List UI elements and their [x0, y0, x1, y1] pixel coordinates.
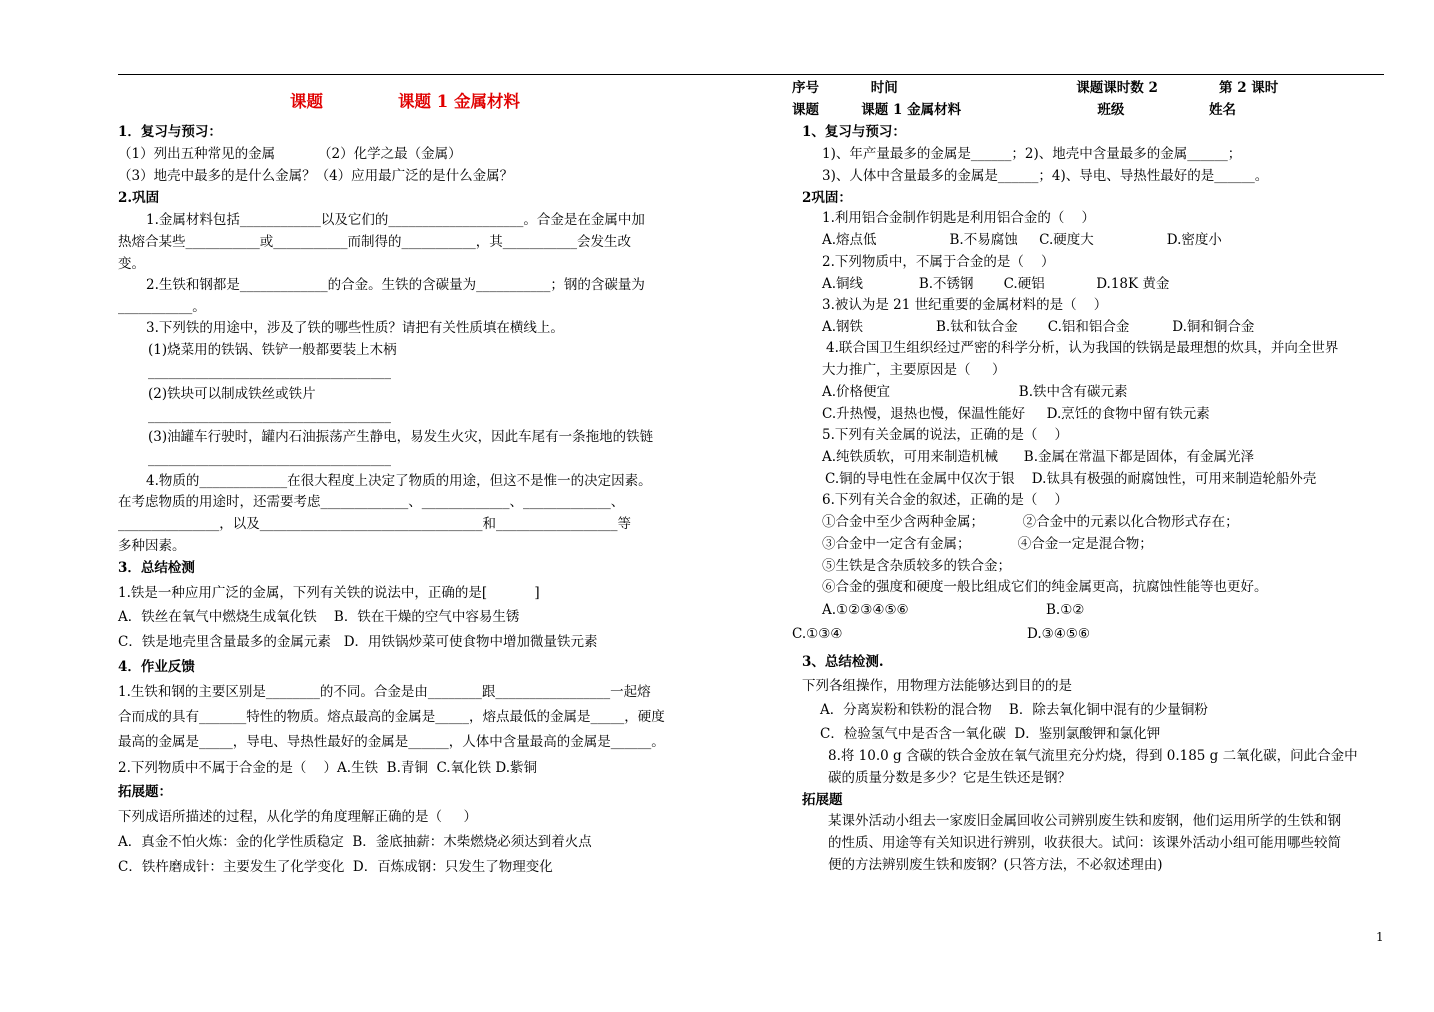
left-text-line: ____________________________________ [148, 364, 391, 380]
left-text-line: ____________________________________ [148, 408, 391, 424]
left-text-line: _______________，以及_________________________________和__________________等 [118, 516, 631, 532]
right-text-line: 1、复习与预习： [802, 124, 906, 140]
right-text-line: C.升热慢，退热也慢，保温性能好 D.烹饪的食物中留有铁元素 [822, 406, 1210, 422]
right-text-line: ①合金中至少含两种金属； ②合金中的元素以化合物形式存在； [822, 514, 1239, 530]
left-text-line: 最高的金属是_____，导电、导热性最好的金属是______，人体中含量最高的金属是______。 [118, 734, 665, 750]
right-text-line: A.①②③④⑤⑥ B.①② [822, 602, 1085, 618]
header-rule [118, 74, 1384, 75]
left-text-line: 2.下列物质中不属于合金的是（ ）A.生铁 B.青铜 C.氧化铁 D.紫铜 [118, 760, 538, 776]
left-text-line: (3)油罐车行驶时，罐内石油振荡产生静电，易发生火灾，因此车尾有一条拖地的铁链 [148, 429, 654, 445]
left-text-line: 2.巩固 [118, 190, 160, 206]
left-text-line: ___________。 [118, 299, 206, 315]
right-text-line: 碳的质量分数是多少？它是生铁还是钢？ [828, 770, 1071, 786]
right-text-line: A.熔点低 B.不易腐蚀 C.硬度大 D.密度小 [822, 232, 1222, 248]
left-text-line: A．真金不怕火炼：金的化学性质稳定 B．釜底抽薪：木柴燃烧必须达到着火点 [118, 834, 592, 850]
left-text-line: 1.铁是一种应用广泛的金属，下列有关铁的说法中，正确的是[ ] [118, 585, 540, 601]
left-text-line: 合而成的具有_______特性的物质。熔点最高的金属是_____，熔点最低的金属是_____，硬度 [118, 709, 665, 725]
right-text-line: 1)、年产量最多的金属是______；2)、地壳中含量最多的金属______； [822, 146, 1242, 162]
page-number: 1 [1376, 930, 1384, 944]
right-text-line: A.铜线 B.不锈钢 C.硬铝 D.18K 黄金 [822, 276, 1170, 292]
left-text-line: C．铁杵磨成针：主要发生了化学变化 D．百炼成钢：只发生了物理变化 [118, 859, 553, 875]
left-text-line: 4.物质的_____________在很大程度上决定了物质的用途，但这不是惟一的决定因素。 [146, 473, 652, 489]
right-text-line: 3.被认为是 21 世纪重要的金属材料的是（ ） [822, 297, 1108, 313]
left-text-line: （3）地壳中最多的是什么金属？（4）应用最广泛的是什么金属？ [118, 168, 514, 184]
right-text-line: 便的方法辨别废生铁和废钢？(只答方法，不必叙述理由) [828, 857, 1163, 873]
right-text-line: ⑤生铁是含杂质较多的铁合金； [822, 558, 1011, 574]
right-text-line: 课题 课题 1 金属材料 班级 姓名 [792, 102, 1236, 118]
left-text-line: 2.生铁和钢都是_____________的合金。生铁的含碳量为___________；钢的含碳量为 [146, 277, 645, 293]
right-text-line: A．分离炭粉和铁粉的混合物 B．除去氧化铜中混有的少量铜粉 [820, 702, 1208, 718]
right-text-line: 5.下列有关金属的说法，正确的是（ ） [822, 427, 1069, 443]
right-text-line: 8.将 10.0 g 含碳的铁合金放在氧气流里充分灼烧，得到 0.185 g 二氧化碳，问此合金中 [828, 748, 1358, 764]
left-text-line: 1.生铁和钢的主要区别是________的不同。合金是由________跟_________________一起熔 [118, 684, 651, 700]
left-text-line: C．铁是地壳里含量最多的金属元素 D．用铁锅炒菜可使食物中增加微量铁元素 [118, 634, 598, 650]
right-text-line: ③合金中一定含有金属； ④合金一定是混合物； [822, 536, 1153, 552]
left-text-line: (1)烧菜用的铁锅、铁铲一般都要装上木柄 [148, 342, 397, 358]
left-text-line: 拓展题： [118, 784, 172, 800]
right-text-line: 4.联合国卫生组织经过严密的科学分析，认为我国的铁锅是最理想的炊具，并向全世界 [826, 340, 1339, 356]
left-text-line: 变。 [118, 256, 145, 272]
left-text-line: （1）列出五种常见的金属 （2）化学之最（金属） [118, 146, 462, 162]
right-text-line: C.①③④ D.③④⑤⑥ [792, 626, 1091, 642]
right-text-line: 2.下列物质中，不属于合金的是（ ） [822, 254, 1055, 270]
left-text-line: A．铁丝在氧气中燃烧生成氧化铁 B．铁在干燥的空气中容易生锈 [118, 609, 520, 625]
left-text-line: 在考虑物质的用途时，还需要考虑_____________、_____________、_____________、 [118, 494, 625, 510]
left-text-line: 下列成语所描述的过程，从化学的角度理解正确的是（ ） [118, 809, 477, 825]
left-text-line: ____________________________________ [148, 451, 391, 467]
right-text-line: C.铜的导电性在金属中仅次于银 D.钛具有极强的耐腐蚀性，可用来制造轮船外壳 [825, 471, 1317, 487]
left-text-line: 1.金属材料包括____________以及它们的____________________。合金是在金属中加 [146, 212, 645, 228]
right-text-line: C．检验氢气中是否含一氧化碳 D．鉴别氯酸钾和氯化钾 [820, 726, 1161, 742]
right-text-line: 序号 时间 课题课时数 2 第 2 课时 [792, 80, 1279, 96]
left-text-line: 热熔合某些___________或___________而制得的___________，其___________会发生改 [118, 234, 631, 250]
right-text-line: 3)、人体中含量最多的金属是______；4)、导电、导热性最好的是______。 [822, 168, 1269, 184]
right-text-line: A.钢铁 B.钛和钛合金 C.铝和铝合金 D.铜和铜合金 [822, 319, 1255, 335]
right-text-line: A.纯铁质软，可用来制造机械 B.金属在常温下都是固体，有金属光泽 [822, 449, 1254, 465]
right-text-line: 1.利用铝合金制作钥匙是利用铝合金的（ ） [822, 210, 1096, 226]
left-text-line: 4．作业反馈 [118, 659, 195, 675]
right-text-line: 某课外活动小组去一家废旧金属回收公司辨别废生铁和废钢，他们运用所学的生铁和钢 [828, 813, 1341, 829]
left-text-line: 多种因素。 [118, 538, 186, 554]
right-text-line: 大力推广，主要原因是（ ） [822, 362, 1006, 378]
right-text-line: 的性质、用途等有关知识进行辨别，收获很大。试问：该课外活动小组可能用哪些较简 [828, 835, 1341, 851]
right-text-line: 下列各组操作，用物理方法能够达到目的的是 [802, 678, 1072, 694]
left-text-line: (2)铁块可以制成铁丝或铁片 [148, 386, 316, 402]
right-text-line: 拓展题 [802, 792, 843, 808]
left-text-line: 3.下列铁的用途中，涉及了铁的哪些性质？请把有关性质填在横线上。 [146, 320, 564, 336]
right-text-line: ⑥合金的强度和硬度一般比组成它们的纯金属更高，抗腐蚀性能等也更好。 [822, 579, 1268, 595]
left-title-label: 课题 [290, 92, 323, 111]
right-text-line: 6.下列有关合金的叙述，正确的是（ ） [822, 492, 1069, 508]
left-title: 课题 1 金属材料 [398, 92, 520, 111]
left-text-line: 3．总结检测 [118, 560, 195, 576]
right-text-line: 3、总结检测. [802, 654, 884, 670]
right-text-line: A.价格便宜 B.铁中含有碳元素 [822, 384, 1128, 400]
left-text-line: 1．复习与预习： [118, 124, 222, 140]
right-text-line: 2巩固： [802, 190, 852, 206]
